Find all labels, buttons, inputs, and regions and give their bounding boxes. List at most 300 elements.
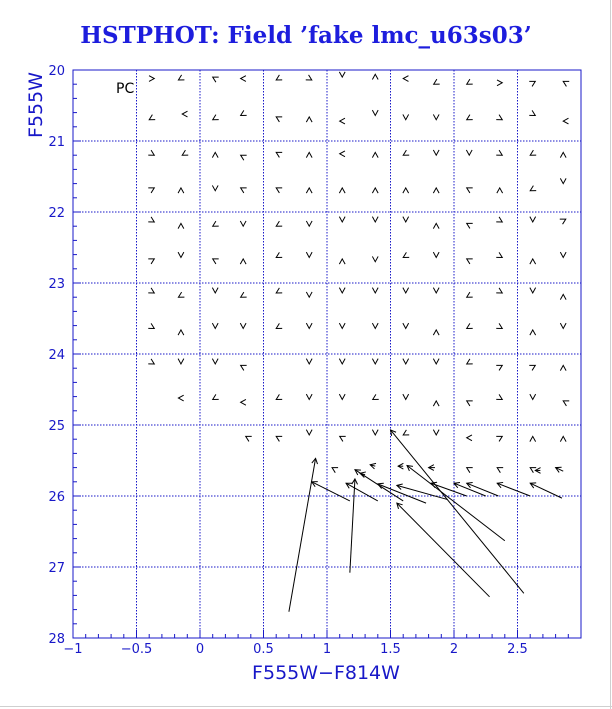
vector-head bbox=[213, 259, 219, 264]
vector-shaft bbox=[497, 483, 530, 496]
vector-head bbox=[212, 185, 218, 190]
vector-head bbox=[339, 259, 345, 264]
vector-head bbox=[276, 288, 282, 293]
displacement-vector bbox=[240, 323, 246, 328]
vector-head bbox=[372, 188, 378, 193]
vector-head bbox=[529, 81, 535, 86]
vector-head bbox=[178, 395, 183, 401]
displacement-vector bbox=[213, 394, 219, 399]
displacement-vector bbox=[212, 323, 218, 328]
displacement-vector bbox=[372, 288, 378, 293]
vector-head bbox=[372, 152, 378, 157]
displacement-vector bbox=[467, 435, 472, 441]
vector-head bbox=[241, 155, 247, 160]
chart-title: HSTPHOT: Field ’fake lmc_u63s03’ bbox=[80, 22, 532, 49]
x-tick-label: 0 bbox=[195, 642, 205, 657]
displacement-vector bbox=[467, 483, 499, 496]
displacement-vector bbox=[276, 252, 282, 257]
displacement-vector bbox=[148, 217, 154, 222]
vector-head bbox=[372, 110, 378, 115]
displacement-vector bbox=[149, 115, 155, 120]
displacement-vector bbox=[433, 114, 439, 119]
displacement-vector bbox=[403, 76, 408, 82]
y-tick-label: 28 bbox=[48, 632, 65, 647]
vector-head bbox=[403, 114, 409, 119]
vector-head bbox=[241, 399, 246, 405]
vector-head bbox=[497, 80, 502, 86]
displacement-vector bbox=[433, 430, 439, 435]
displacement-vector bbox=[403, 323, 409, 328]
vector-head bbox=[373, 394, 379, 399]
displacement-vector bbox=[560, 152, 566, 157]
displacement-vector bbox=[339, 359, 345, 364]
displacement-vector bbox=[560, 323, 566, 328]
displacement-vector bbox=[529, 81, 535, 86]
vector-shaft bbox=[397, 485, 448, 499]
vector-head bbox=[467, 259, 473, 264]
vector-head bbox=[276, 394, 282, 399]
displacement-vector bbox=[148, 259, 154, 264]
vector-head bbox=[497, 468, 503, 473]
displacement-vector bbox=[178, 292, 184, 297]
displacement-vector bbox=[178, 223, 184, 228]
displacement-vector bbox=[397, 503, 490, 597]
vector-head bbox=[246, 436, 252, 441]
displacement-vector bbox=[372, 323, 378, 328]
vector-head bbox=[148, 259, 154, 264]
displacement-vector bbox=[332, 468, 338, 473]
vector-head bbox=[372, 256, 378, 261]
vector-head bbox=[276, 221, 282, 226]
vector-head bbox=[563, 81, 569, 86]
displacement-vector bbox=[306, 252, 312, 257]
vector-head bbox=[339, 323, 345, 328]
displacement-vector bbox=[497, 468, 503, 473]
displacement-vector bbox=[496, 394, 502, 399]
displacement-vector bbox=[178, 359, 184, 364]
vector-head bbox=[433, 430, 439, 435]
vector-head bbox=[403, 394, 409, 399]
displacement-vector bbox=[467, 292, 473, 297]
displacement-vector bbox=[178, 75, 184, 80]
displacement-vector bbox=[560, 219, 566, 224]
displacement-vector bbox=[213, 259, 219, 264]
displacement-vector bbox=[372, 110, 378, 115]
displacement-vector bbox=[148, 150, 154, 155]
vector-head bbox=[467, 223, 473, 228]
displacement-vector bbox=[433, 288, 439, 293]
vector-shaft bbox=[312, 482, 350, 501]
vector-head bbox=[306, 292, 312, 297]
displacement-vector bbox=[403, 252, 409, 257]
vector-head bbox=[560, 219, 566, 224]
displacement-vector bbox=[403, 217, 409, 222]
vector-head bbox=[497, 188, 503, 193]
displacement-vector bbox=[306, 117, 312, 122]
vector-head bbox=[148, 188, 154, 193]
vector-head bbox=[339, 217, 345, 222]
x-tick-label: 1 bbox=[322, 642, 332, 657]
vector-head bbox=[433, 252, 439, 257]
displacement-vector bbox=[467, 468, 473, 473]
vector-head bbox=[276, 117, 282, 122]
vector-head bbox=[212, 288, 218, 293]
vector-head bbox=[530, 186, 536, 191]
y-tick-label: 22 bbox=[48, 206, 65, 221]
displacement-vector bbox=[530, 186, 536, 191]
displacement-vector bbox=[431, 482, 467, 496]
vector-head bbox=[306, 188, 312, 193]
vector-head bbox=[339, 359, 345, 364]
displacement-vector bbox=[178, 330, 184, 335]
displacement-vector bbox=[246, 436, 252, 441]
vector-head bbox=[433, 288, 439, 293]
vector-head bbox=[530, 259, 536, 264]
displacement-vector bbox=[433, 252, 439, 257]
displacement-vector bbox=[496, 365, 502, 370]
displacement-vector bbox=[496, 436, 502, 441]
vector-head bbox=[306, 152, 312, 157]
vector-head bbox=[212, 323, 218, 328]
vector-head bbox=[496, 365, 502, 370]
vector-shaft bbox=[530, 483, 562, 498]
vector-shaft bbox=[431, 483, 467, 496]
displacement-vector bbox=[212, 288, 218, 293]
vector-head bbox=[496, 288, 502, 293]
vector-head bbox=[530, 217, 536, 222]
vector-head bbox=[403, 76, 408, 82]
displacement-vector bbox=[178, 188, 184, 193]
vector-head bbox=[467, 401, 473, 406]
displacement-vector bbox=[312, 482, 350, 501]
vector-head bbox=[149, 115, 155, 120]
vector-head bbox=[178, 75, 184, 80]
x-tick-label: 1.5 bbox=[380, 642, 401, 657]
vector-head bbox=[276, 152, 282, 157]
displacement-vector bbox=[148, 288, 154, 293]
displacement-vector bbox=[433, 150, 439, 155]
vector-head bbox=[241, 110, 247, 115]
vector-head bbox=[340, 436, 346, 441]
vector-head bbox=[276, 436, 282, 441]
displacement-vector bbox=[496, 323, 502, 328]
vector-head bbox=[433, 359, 439, 364]
displacement-vector bbox=[530, 436, 536, 441]
displacement-vector bbox=[530, 483, 562, 498]
displacement-vector bbox=[403, 394, 409, 399]
vector-layer bbox=[148, 72, 569, 612]
vector-head bbox=[467, 115, 473, 120]
displacement-vector bbox=[339, 288, 345, 293]
vector-shaft bbox=[467, 483, 499, 496]
vector-head bbox=[240, 259, 246, 264]
displacement-vector bbox=[391, 430, 524, 593]
displacement-vector bbox=[276, 75, 282, 80]
displacement-vector bbox=[497, 482, 530, 496]
displacement-vector bbox=[372, 74, 378, 79]
displacement-vector bbox=[433, 401, 439, 406]
displacement-vector bbox=[372, 152, 378, 157]
vector-head bbox=[306, 394, 312, 399]
x-tick-label: −0.5 bbox=[120, 642, 153, 657]
displacement-vector bbox=[306, 323, 312, 328]
displacement-vector bbox=[339, 323, 345, 328]
vector-head bbox=[276, 188, 282, 193]
vector-head bbox=[372, 217, 378, 222]
displacement-vector bbox=[467, 188, 473, 193]
vector-head bbox=[496, 150, 502, 155]
displacement-vector bbox=[535, 468, 540, 474]
vector-head bbox=[339, 288, 345, 293]
displacement-vector bbox=[340, 118, 345, 124]
displacement-vector bbox=[403, 359, 409, 364]
vector-head bbox=[403, 252, 409, 257]
vector-head bbox=[496, 115, 502, 120]
vector-head bbox=[466, 150, 472, 155]
vector-head bbox=[433, 223, 439, 228]
vector-head bbox=[560, 294, 566, 299]
displacement-vector bbox=[306, 394, 312, 399]
vector-head bbox=[241, 188, 247, 193]
displacement-vector bbox=[241, 110, 247, 115]
displacement-vector bbox=[433, 359, 439, 364]
displacement-vector bbox=[306, 292, 312, 297]
vector-head bbox=[306, 252, 312, 257]
displacement-vector bbox=[403, 430, 409, 435]
vector-head bbox=[403, 150, 409, 155]
vector-head bbox=[339, 394, 345, 399]
displacement-vector bbox=[241, 292, 247, 297]
vector-head bbox=[148, 288, 154, 293]
displacement-vector bbox=[241, 155, 247, 160]
vector-head bbox=[467, 435, 472, 441]
vector-head bbox=[403, 288, 409, 293]
displacement-vector bbox=[467, 323, 473, 328]
vector-head bbox=[372, 359, 378, 364]
displacement-vector bbox=[339, 188, 345, 193]
vector-head bbox=[560, 252, 566, 257]
displacement-vector bbox=[182, 111, 187, 117]
vector-head bbox=[530, 150, 536, 155]
vector-head bbox=[529, 110, 535, 115]
displacement-vector bbox=[467, 359, 473, 364]
vector-head bbox=[148, 217, 154, 222]
vector-head bbox=[372, 323, 378, 328]
vector-head bbox=[467, 323, 473, 328]
displacement-vector bbox=[467, 115, 473, 120]
displacement-vector bbox=[433, 330, 439, 335]
displacement-vector bbox=[276, 152, 282, 157]
displacement-vector bbox=[213, 221, 219, 226]
vector-head bbox=[433, 150, 439, 155]
vector-head bbox=[241, 365, 247, 370]
displacement-vector bbox=[339, 394, 345, 399]
displacement-vector bbox=[530, 330, 536, 335]
vector-head bbox=[178, 330, 184, 335]
displacement-vector bbox=[213, 77, 219, 82]
displacement-vector bbox=[340, 151, 345, 157]
displacement-vector bbox=[178, 252, 184, 257]
displacement-vector bbox=[466, 150, 472, 155]
displacement-vector bbox=[276, 323, 282, 328]
displacement-vector bbox=[276, 117, 282, 122]
vector-shaft bbox=[407, 465, 505, 540]
displacement-vector bbox=[530, 288, 536, 293]
vector-head bbox=[496, 323, 502, 328]
displacement-vector bbox=[530, 394, 536, 399]
displacement-vector bbox=[530, 259, 536, 264]
vector-head bbox=[241, 292, 247, 297]
displacement-vector bbox=[370, 463, 376, 469]
vector-head bbox=[372, 430, 378, 435]
x-axis-label: F555W−F814W bbox=[252, 662, 400, 684]
displacement-vector bbox=[403, 150, 409, 155]
displacement-vector bbox=[276, 394, 282, 399]
panel-label: PC bbox=[116, 81, 135, 97]
vector-head bbox=[403, 217, 409, 222]
displacement-vector bbox=[433, 223, 439, 228]
displacement-vector bbox=[467, 259, 473, 264]
vector-head bbox=[276, 252, 282, 257]
vector-head bbox=[372, 74, 378, 79]
displacement-vector bbox=[241, 399, 246, 405]
vector-head bbox=[467, 468, 473, 473]
displacement-vector bbox=[372, 256, 378, 261]
vector-head bbox=[563, 118, 568, 124]
vector-head bbox=[276, 75, 282, 80]
displacement-vector bbox=[276, 188, 282, 193]
displacement-vector bbox=[306, 359, 312, 364]
vector-head bbox=[529, 365, 535, 370]
y-tick-label: 23 bbox=[48, 277, 65, 292]
displacement-vector bbox=[563, 401, 569, 406]
y-tick-label: 26 bbox=[48, 490, 65, 505]
displacement-vector bbox=[339, 217, 345, 222]
displacement-vector bbox=[213, 115, 219, 120]
vector-head bbox=[306, 117, 312, 122]
vector-head bbox=[403, 430, 409, 435]
displacement-vector bbox=[563, 81, 569, 86]
vector-head bbox=[178, 359, 184, 364]
displacement-vector bbox=[306, 221, 312, 226]
displacement-vector bbox=[407, 465, 505, 540]
displacement-vector bbox=[403, 288, 409, 293]
displacement-vector bbox=[496, 150, 502, 155]
vector-head bbox=[213, 394, 219, 399]
vector-head bbox=[213, 77, 219, 82]
displacement-vector bbox=[467, 79, 473, 84]
vector-head bbox=[178, 252, 184, 257]
displacement-vector bbox=[340, 436, 346, 441]
vector-head bbox=[563, 401, 569, 406]
displacement-vector bbox=[241, 76, 246, 82]
displacement-vector bbox=[306, 430, 312, 435]
vector-head bbox=[240, 221, 246, 226]
displacement-vector bbox=[339, 72, 345, 77]
vector-head bbox=[339, 188, 345, 193]
displacement-vector bbox=[563, 118, 568, 124]
vector-head bbox=[467, 359, 473, 364]
displacement-vector bbox=[346, 483, 378, 501]
displacement-vector bbox=[467, 401, 473, 406]
vector-head bbox=[496, 394, 502, 399]
displacement-vector bbox=[240, 221, 246, 226]
vector-head bbox=[332, 468, 338, 473]
displacement-vector bbox=[178, 395, 183, 401]
vector-head bbox=[434, 79, 440, 84]
displacement-vector bbox=[276, 221, 282, 226]
vector-head bbox=[148, 323, 154, 328]
displacement-vector bbox=[496, 288, 502, 293]
vector-head bbox=[433, 188, 439, 193]
displacement-vector bbox=[560, 252, 566, 257]
vector-shaft bbox=[391, 430, 524, 593]
displacement-vector bbox=[306, 75, 312, 80]
vector-head bbox=[276, 323, 282, 328]
frame-edge-bottom bbox=[0, 706, 612, 707]
vector-head bbox=[306, 323, 312, 328]
displacement-vector bbox=[496, 115, 502, 120]
displacement-vector bbox=[306, 188, 312, 193]
vector-shaft bbox=[397, 503, 490, 597]
vector-head bbox=[148, 359, 154, 364]
vector-head bbox=[560, 365, 566, 370]
displacement-vector bbox=[529, 110, 535, 115]
displacement-vector bbox=[403, 114, 409, 119]
displacement-vector bbox=[148, 188, 154, 193]
vector-shaft bbox=[346, 483, 378, 501]
displacement-vector bbox=[148, 323, 154, 328]
vector-head bbox=[213, 221, 219, 226]
vector-head bbox=[306, 75, 312, 80]
vector-head bbox=[467, 292, 473, 297]
frame-edge-right bbox=[610, 0, 611, 709]
displacement-vector bbox=[398, 463, 403, 469]
displacement-vector bbox=[560, 365, 566, 370]
displacement-vector bbox=[372, 359, 378, 364]
vector-head bbox=[560, 323, 566, 328]
vector-shaft bbox=[350, 479, 355, 573]
displacement-vector bbox=[496, 217, 502, 222]
vector-head bbox=[178, 223, 184, 228]
displacement-vector bbox=[373, 394, 379, 399]
y-tick-label: 24 bbox=[48, 348, 65, 363]
y-axis-label: F555W bbox=[25, 72, 47, 138]
displacement-vector bbox=[241, 188, 247, 193]
vector-head bbox=[403, 323, 409, 328]
vector-head bbox=[182, 111, 187, 117]
displacement-vector bbox=[530, 217, 536, 222]
vector-head bbox=[530, 436, 536, 441]
displacement-vector bbox=[240, 259, 246, 264]
vector-head bbox=[178, 188, 184, 193]
x-tick-label: 2.5 bbox=[507, 642, 528, 657]
vector-head bbox=[178, 292, 184, 297]
displacement-vector bbox=[149, 76, 154, 82]
vector-head bbox=[306, 359, 312, 364]
vector-head bbox=[496, 436, 502, 441]
displacement-vector bbox=[148, 359, 154, 364]
displacement-vector bbox=[306, 152, 312, 157]
vector-head bbox=[560, 178, 566, 183]
vector-head bbox=[372, 288, 378, 293]
vector-head bbox=[530, 330, 536, 335]
displacement-vector bbox=[372, 430, 378, 435]
displacement-vector bbox=[212, 152, 218, 157]
displacement-vector bbox=[529, 365, 535, 370]
displacement-vector bbox=[530, 150, 536, 155]
displacement-vector bbox=[212, 185, 218, 190]
